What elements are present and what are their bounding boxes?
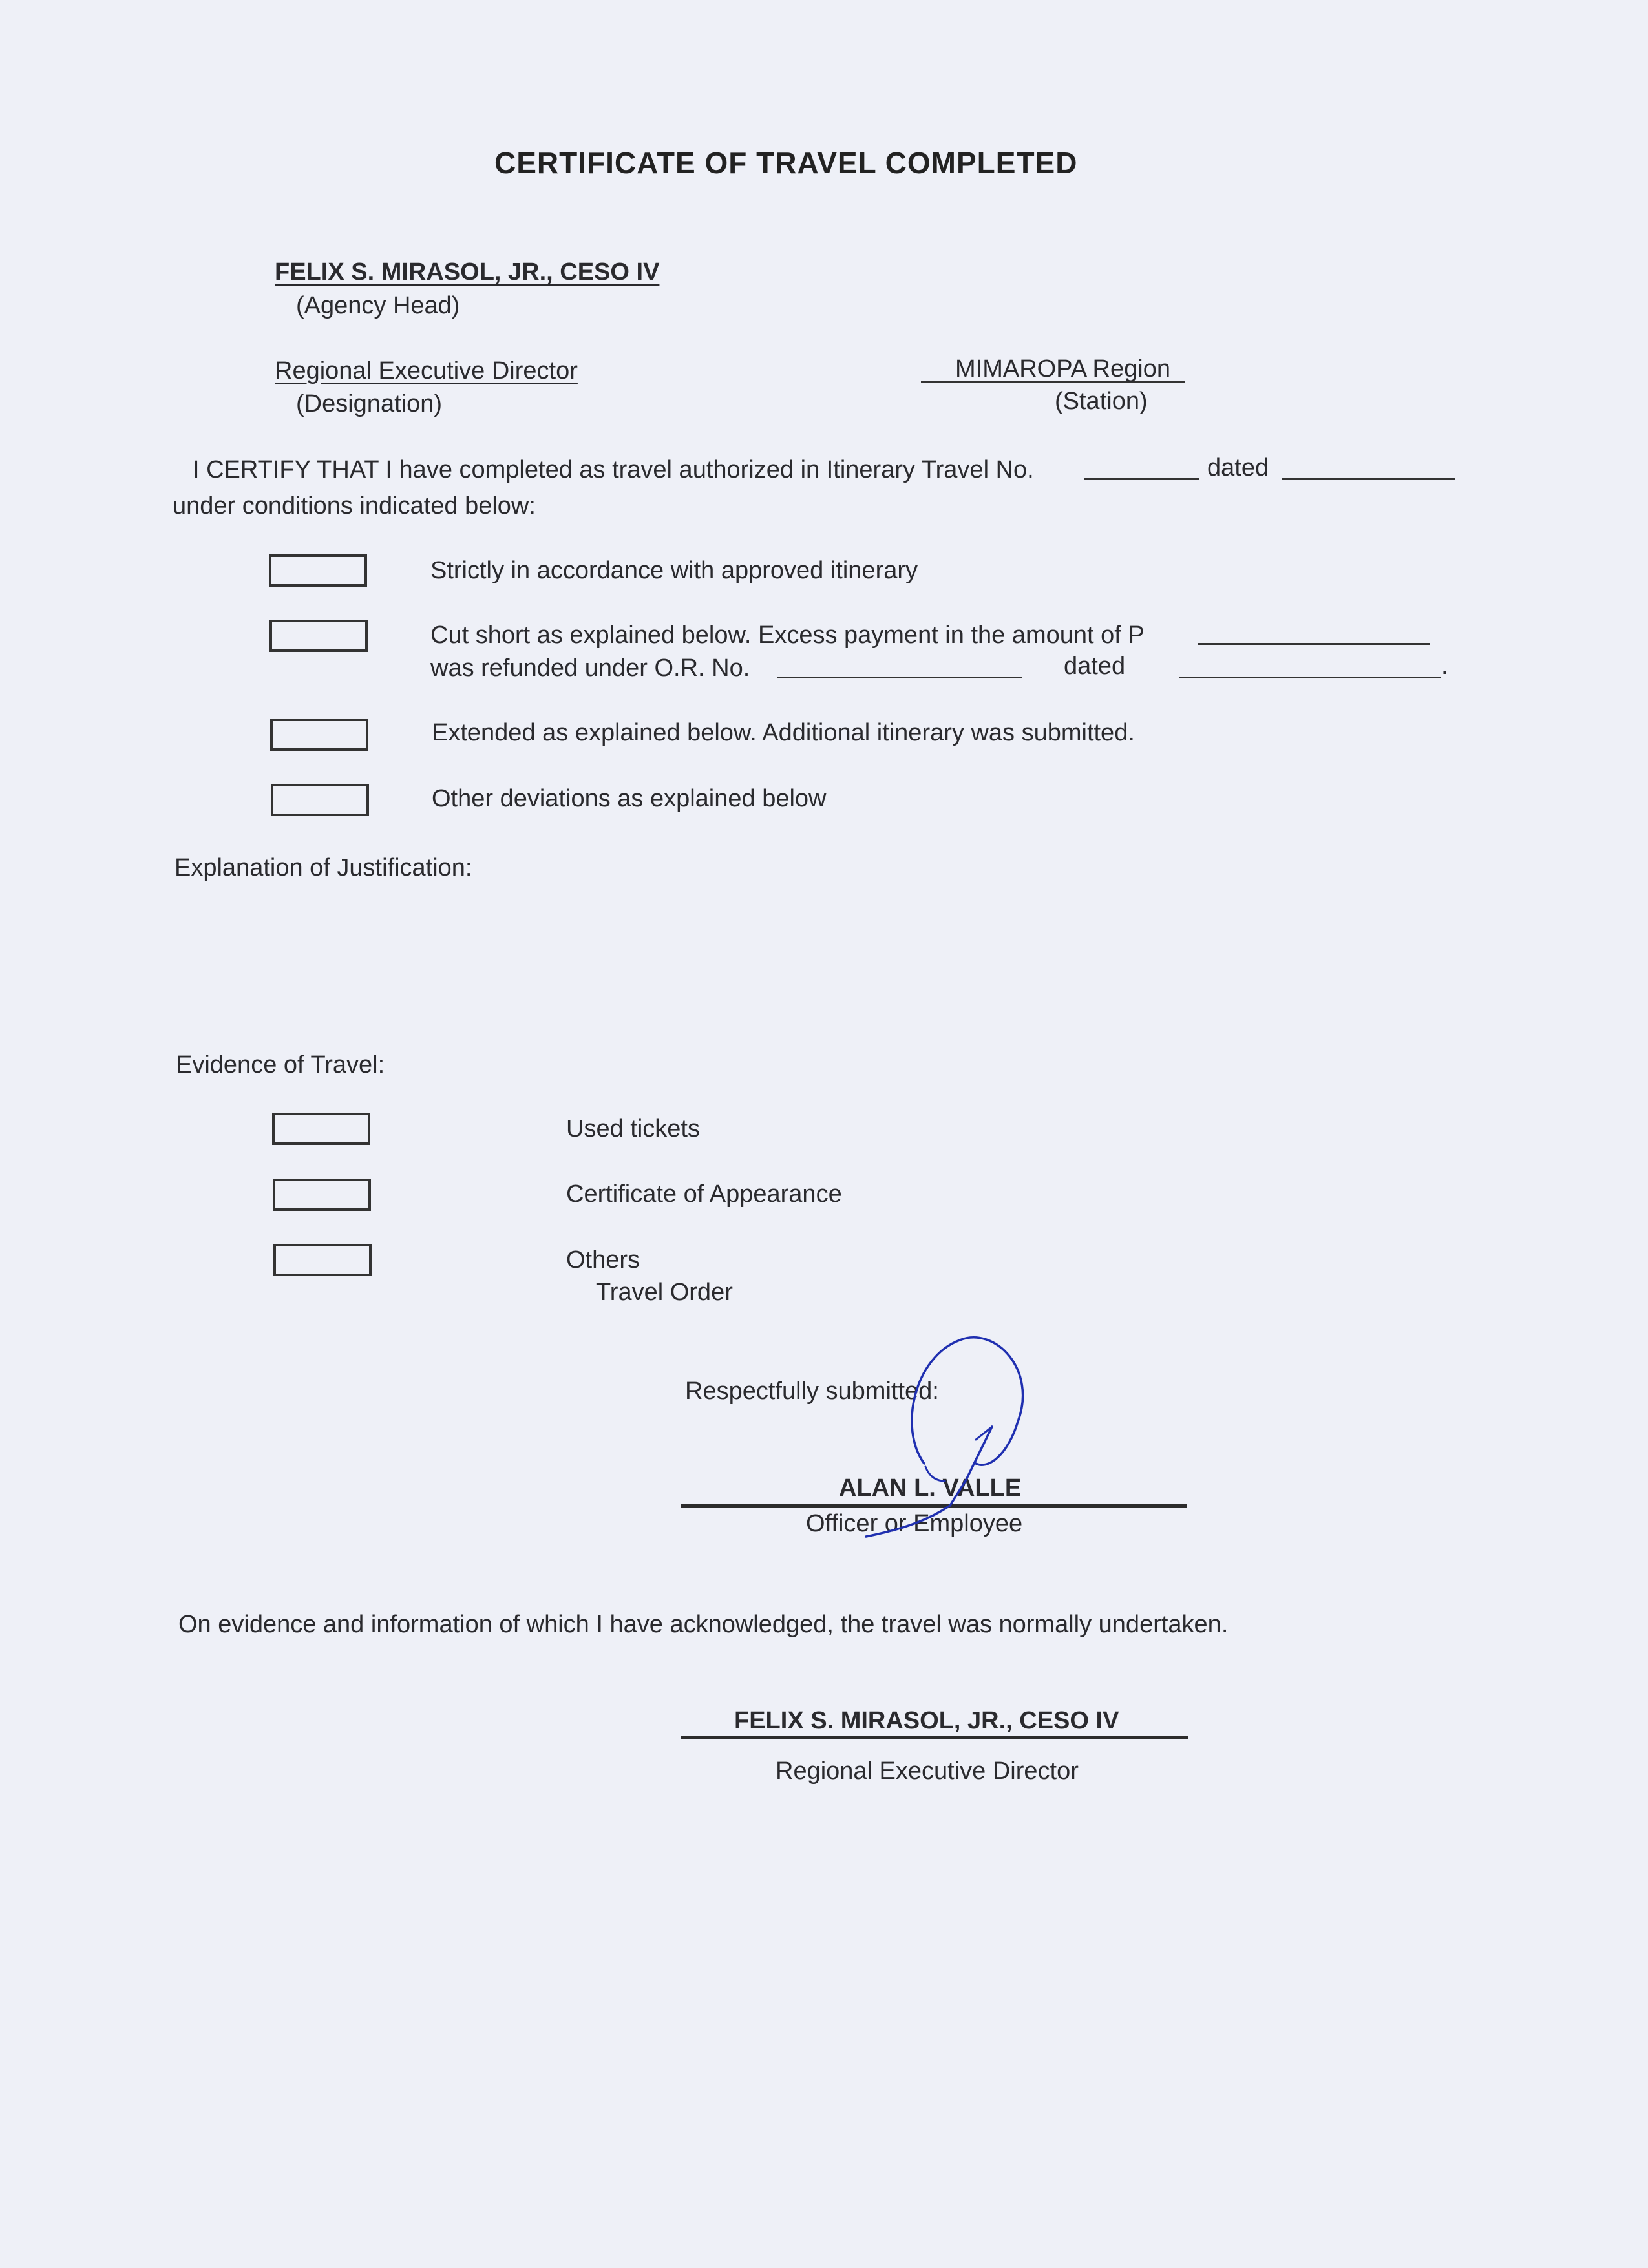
document-title: CERTIFICATE OF TRAVEL COMPLETED [494,146,1078,180]
condition-extended-label: Extended as explained below. Additional itinerary was submitted. [432,719,1135,746]
evidence-checkbox-tickets[interactable] [272,1113,370,1145]
certify-date-field[interactable] [1282,478,1455,480]
certify-text-line2: under conditions indicated below: [173,492,536,520]
excess-amount-field[interactable] [1198,643,1430,645]
evidence-others-label: Others [566,1246,640,1274]
agency-head-label: (Agency Head) [296,292,460,319]
explanation-label: Explanation of Justification: [174,854,472,881]
evidence-others-detail: Travel Order [596,1279,733,1306]
agency-head-name: FELIX S. MIRASOL, JR., CESO IV [275,258,660,286]
designation-label: (Designation) [296,390,442,417]
condition-checkbox-strict[interactable] [269,554,367,587]
certify-text: I CERTIFY THAT I have completed as travel authorized in Itinerary Travel No. [193,456,1034,483]
acknowledgement-text: On evidence and information of which I have acknowledged, the travel was normally undertaken. [178,1611,1229,1638]
condition-cut-short-label: Cut short as explained below. Excess payment in the amount of P [430,622,1145,649]
evidence-label: Evidence of Travel: [176,1051,385,1078]
refund-dated-label: dated [1064,653,1126,680]
condition-checkbox-extended[interactable] [270,719,368,751]
station-label: (Station) [1055,388,1148,415]
approver-title: Regional Executive Director [776,1758,1079,1785]
evidence-checkbox-others[interactable] [273,1244,372,1276]
or-number-field[interactable] [777,677,1022,678]
station-value: MIMAROPA Region [955,355,1170,383]
evidence-tickets-label: Used tickets [566,1115,700,1142]
approver-name: FELIX S. MIRASOL, JR., CESO IV [734,1707,1119,1734]
officer-signature [853,1331,1047,1544]
itinerary-no-field[interactable] [1084,478,1199,480]
condition-checkbox-cut-short[interactable] [269,620,368,652]
certify-dated-label: dated [1207,454,1269,481]
designation-value: Regional Executive Director [275,357,578,384]
officer-label: Officer or Employee [806,1510,1023,1537]
evidence-checkbox-appearance[interactable] [273,1179,371,1211]
refund-or-label: was refunded under O.R. No. [430,655,750,682]
refund-date-field[interactable] [1179,677,1441,678]
condition-other-label: Other deviations as explained below [432,785,827,812]
condition-checkbox-other[interactable] [271,784,369,816]
respectfully-submitted: Respectfully submitted: [685,1378,939,1405]
approver-signature-line [681,1736,1188,1739]
evidence-appearance-label: Certificate of Appearance [566,1181,842,1208]
refund-period: . [1441,653,1448,680]
condition-strict-label: Strictly in accordance with approved itinerary [430,557,918,584]
officer-name: ALAN L. VALLE [839,1475,1022,1502]
